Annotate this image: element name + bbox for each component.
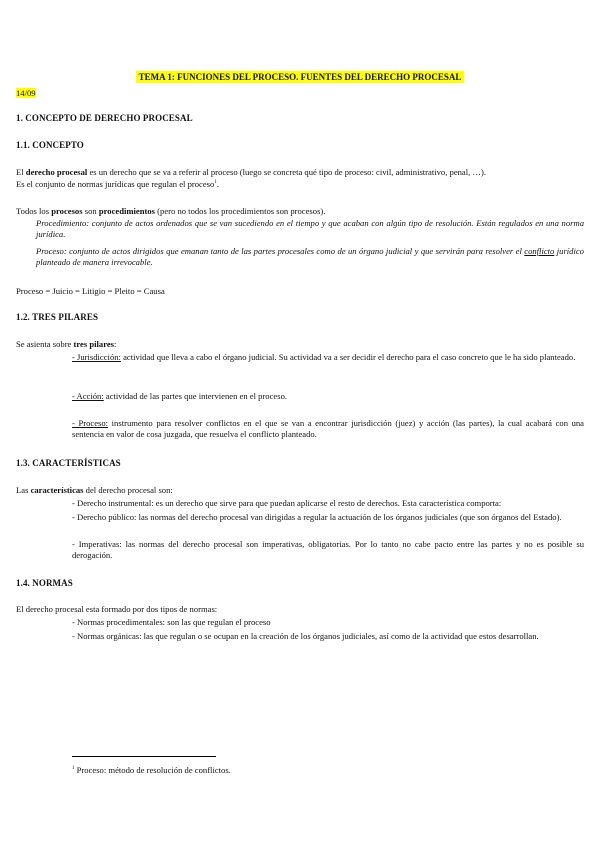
section-1-3-heading: 1.3. CARACTERÍSTICAS xyxy=(16,458,121,468)
norm-organicas: - Normas orgánicas: las que regulan o se ocupan en la creación de los órganos judiciales, así como de la actividad que estos desarrollan. xyxy=(72,631,539,641)
section-1-1-heading: 1.1. CONCEPTO xyxy=(16,140,84,150)
process-procedure-paragraph: Todos los procesos son procedimientos (pero no todos los procedimientos son procesos). xyxy=(16,206,326,216)
pillar-accion: - Acción: actividad de las partes que intervienen en el proceso. xyxy=(72,391,288,401)
characteristic-imperativas: - Imperativas: las normas del derecho procesal son imperativas, obligatorias. Por lo tanto no cabe pacto entre las partes y no es posible su derogación. xyxy=(72,539,584,560)
footnote: $^1$ Proceso: método de resolución de conflictos. xyxy=(72,765,231,775)
procedure-definition: Procedimiento: conjunto de actos ordenados que se van sucediendo en el tiempo y que acaban con algún tipo de resolución. Están regulados en una norma jurídica. xyxy=(36,218,584,239)
pillar-jurisdiccion: - Jurisdicción: actividad que lleva a cabo el órgano judicial. Su actividad va a ser decidir el derecho para el caso concreto que le ha sido planteado. xyxy=(72,352,576,362)
norms-intro: El derecho procesal esta formado por dos tipos de normas: xyxy=(16,604,218,614)
characteristics-intro: Las características del derecho procesal son: xyxy=(16,485,173,495)
norm-procedimentales: - Normas procedimentales: son las que regulan el proceso xyxy=(72,617,271,627)
concept-definition: Es el conjunto de normas jurídicas que regulan el proceso$^1$. xyxy=(16,179,219,189)
footnote-ref[interactable]: 1 xyxy=(214,180,217,186)
pillar-proceso: - Proceso: instrumento para resolver conflictos en el que se van a encontrar jurisdicción (juez) y acción (las partes), la cual acabará con una sentencia en valor de cosa juzgada, que resuelva el conflicto planteado. xyxy=(72,418,584,439)
concept-paragraph: El derecho procesal es un derecho que se va a referir al proceso (luego se concreta qué tipo de proceso: civil, administrativo, penal, …). xyxy=(16,167,487,177)
section-1-2-heading: 1.2. TRES PILARES xyxy=(16,312,99,322)
lecture-date: 14/09 xyxy=(16,88,36,98)
characteristic-instrumental: - Derecho instrumental: es un derecho que sirve para que puedan aplicarse el resto de derechos. Esta característica comporta: xyxy=(72,498,502,508)
footnote-separator xyxy=(72,756,216,757)
section-1-4-heading: 1.4. NORMAS xyxy=(16,578,73,588)
document-title: TEMA 1: FUNCIONES DEL PROCESO. FUENTES DEL DERECHO PROCESAL xyxy=(0,72,600,82)
section-1-heading: 1. CONCEPTO DE DERECHO PROCESAL xyxy=(16,113,193,123)
process-definition: Proceso: conjunto de actos dirigidos que emanan tanto de las partes procesales como de un órgano judicial y que servirán para resolver el conflicto jurídico planteado de manera irrevocable. xyxy=(36,246,584,267)
characteristic-publico: - Derecho público: las normas del derecho procesal van dirigidas a regular la actuación de los órganos judiciales (que son órganos del Estado). xyxy=(72,512,562,522)
pillars-intro: Se asienta sobre tres pilares: xyxy=(16,339,117,349)
equivalence-line: Proceso = Juicio = Litigio = Pleito = Causa xyxy=(16,286,165,296)
